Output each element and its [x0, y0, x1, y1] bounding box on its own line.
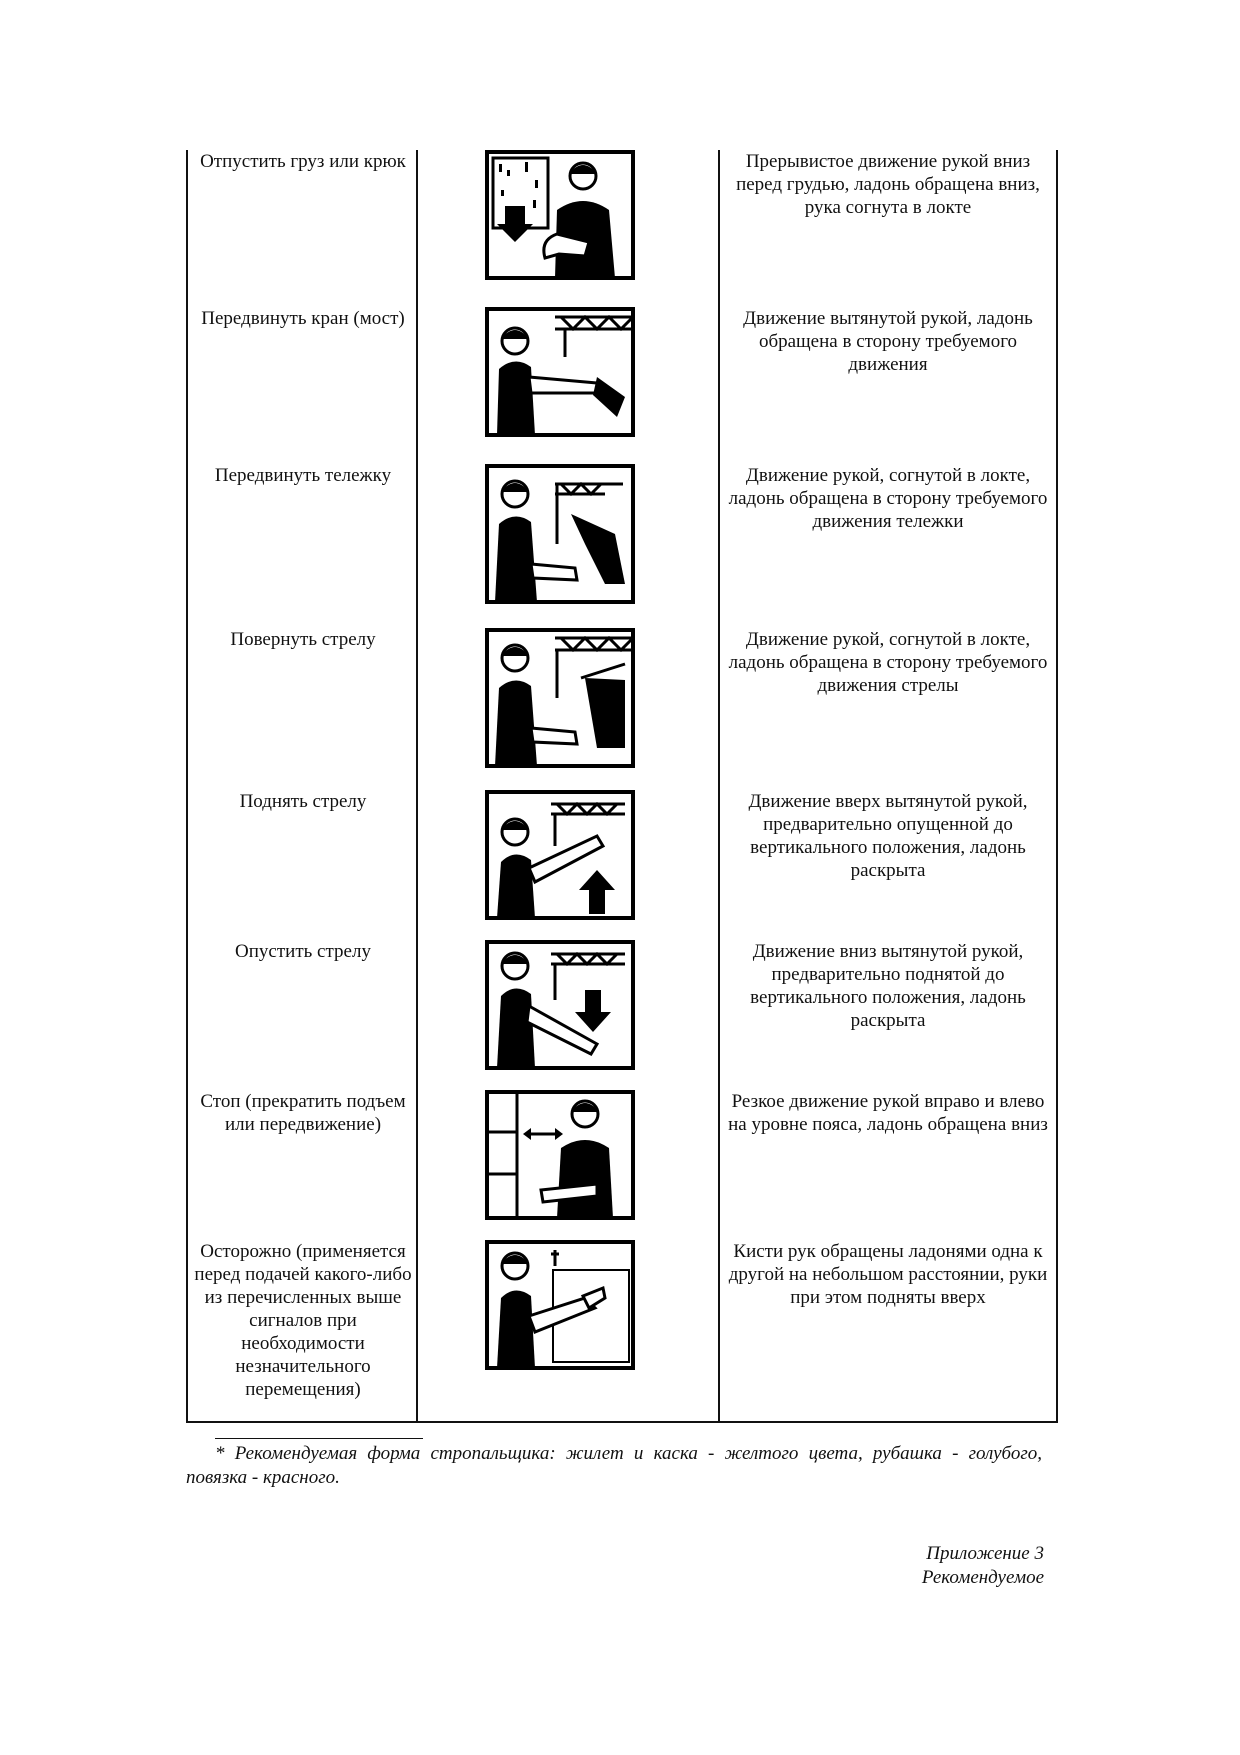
move-trolley-signal-icon: [485, 464, 635, 604]
signal-description: Кисти рук обращены ладонями одна к другой на небольшом расстоянии, руки при этом подняты вверх: [728, 1241, 1048, 1308]
signal-name: Повернуть стрелу: [230, 629, 376, 650]
signal-name: Опустить стрелу: [235, 941, 371, 962]
appendix-label: [922, 1542, 1044, 1590]
signal-name: Передвинуть тележку: [214, 465, 392, 486]
signals-table: [186, 150, 1058, 1423]
signal-name: Осторожно (применяется перед подачей какого-либо из перечисленных выше сигналов при необходимости незначительного перемещения): [194, 1241, 412, 1400]
footnote: [186, 1442, 1042, 1490]
appendix-subtitle: Рекомендуемое: [921, 1567, 1044, 1588]
signal-name: Отпустить груз или крюк: [200, 151, 406, 172]
caution-signal-icon: [485, 1240, 635, 1370]
footnote-rule: [215, 1438, 423, 1439]
column-divider: [718, 150, 720, 1421]
signal-description: Движение рукой, согнутой в локте, ладонь обращена в сторону требуемого движения стрелы: [728, 629, 1048, 696]
signal-description: Движение вытянутой рукой, ладонь обращена в сторону требуемого движения: [743, 308, 1033, 375]
signal-name: Стоп (прекратить подъем или передвижение): [200, 1091, 406, 1135]
raise-boom-signal-icon: [485, 790, 635, 920]
move-crane-signal-icon: [485, 307, 635, 437]
stop-signal-icon: [485, 1090, 635, 1220]
signal-description: Движение рукой, согнутой в локте, ладонь обращена в сторону требуемого движения тележки: [728, 465, 1048, 532]
signal-description: Движение вверх вытянутой рукой, предварительно опущенной до вертикального положения, ладонь раскрыта: [748, 791, 1028, 881]
signal-description: Движение вниз вытянутой рукой, предварительно поднятой до вертикального положения, ладонь раскрыта: [750, 941, 1026, 1031]
signal-description: Прерывистое движение рукой вниз перед грудью, ладонь обращена вниз, рука согнута в локте: [736, 151, 1040, 218]
signal-description: Резкое движение рукой вправо и влево на уровне пояса, ладонь обращена вниз: [728, 1091, 1048, 1135]
rotate-boom-signal-icon: [485, 628, 635, 768]
column-divider: [416, 150, 418, 1421]
signal-name: Поднять стрелу: [239, 791, 367, 812]
lower-load-signal-icon: [485, 150, 635, 280]
lower-boom-signal-icon: [485, 940, 635, 1070]
footnote-text: * Рекомендуемая форма стропальщика: жилет и каска - желтого цвета, рубашка - голубого, повязка - красного.: [186, 1443, 1042, 1488]
appendix-title: Приложение 3: [926, 1543, 1044, 1564]
signal-name: Передвинуть кран (мост): [201, 308, 405, 329]
